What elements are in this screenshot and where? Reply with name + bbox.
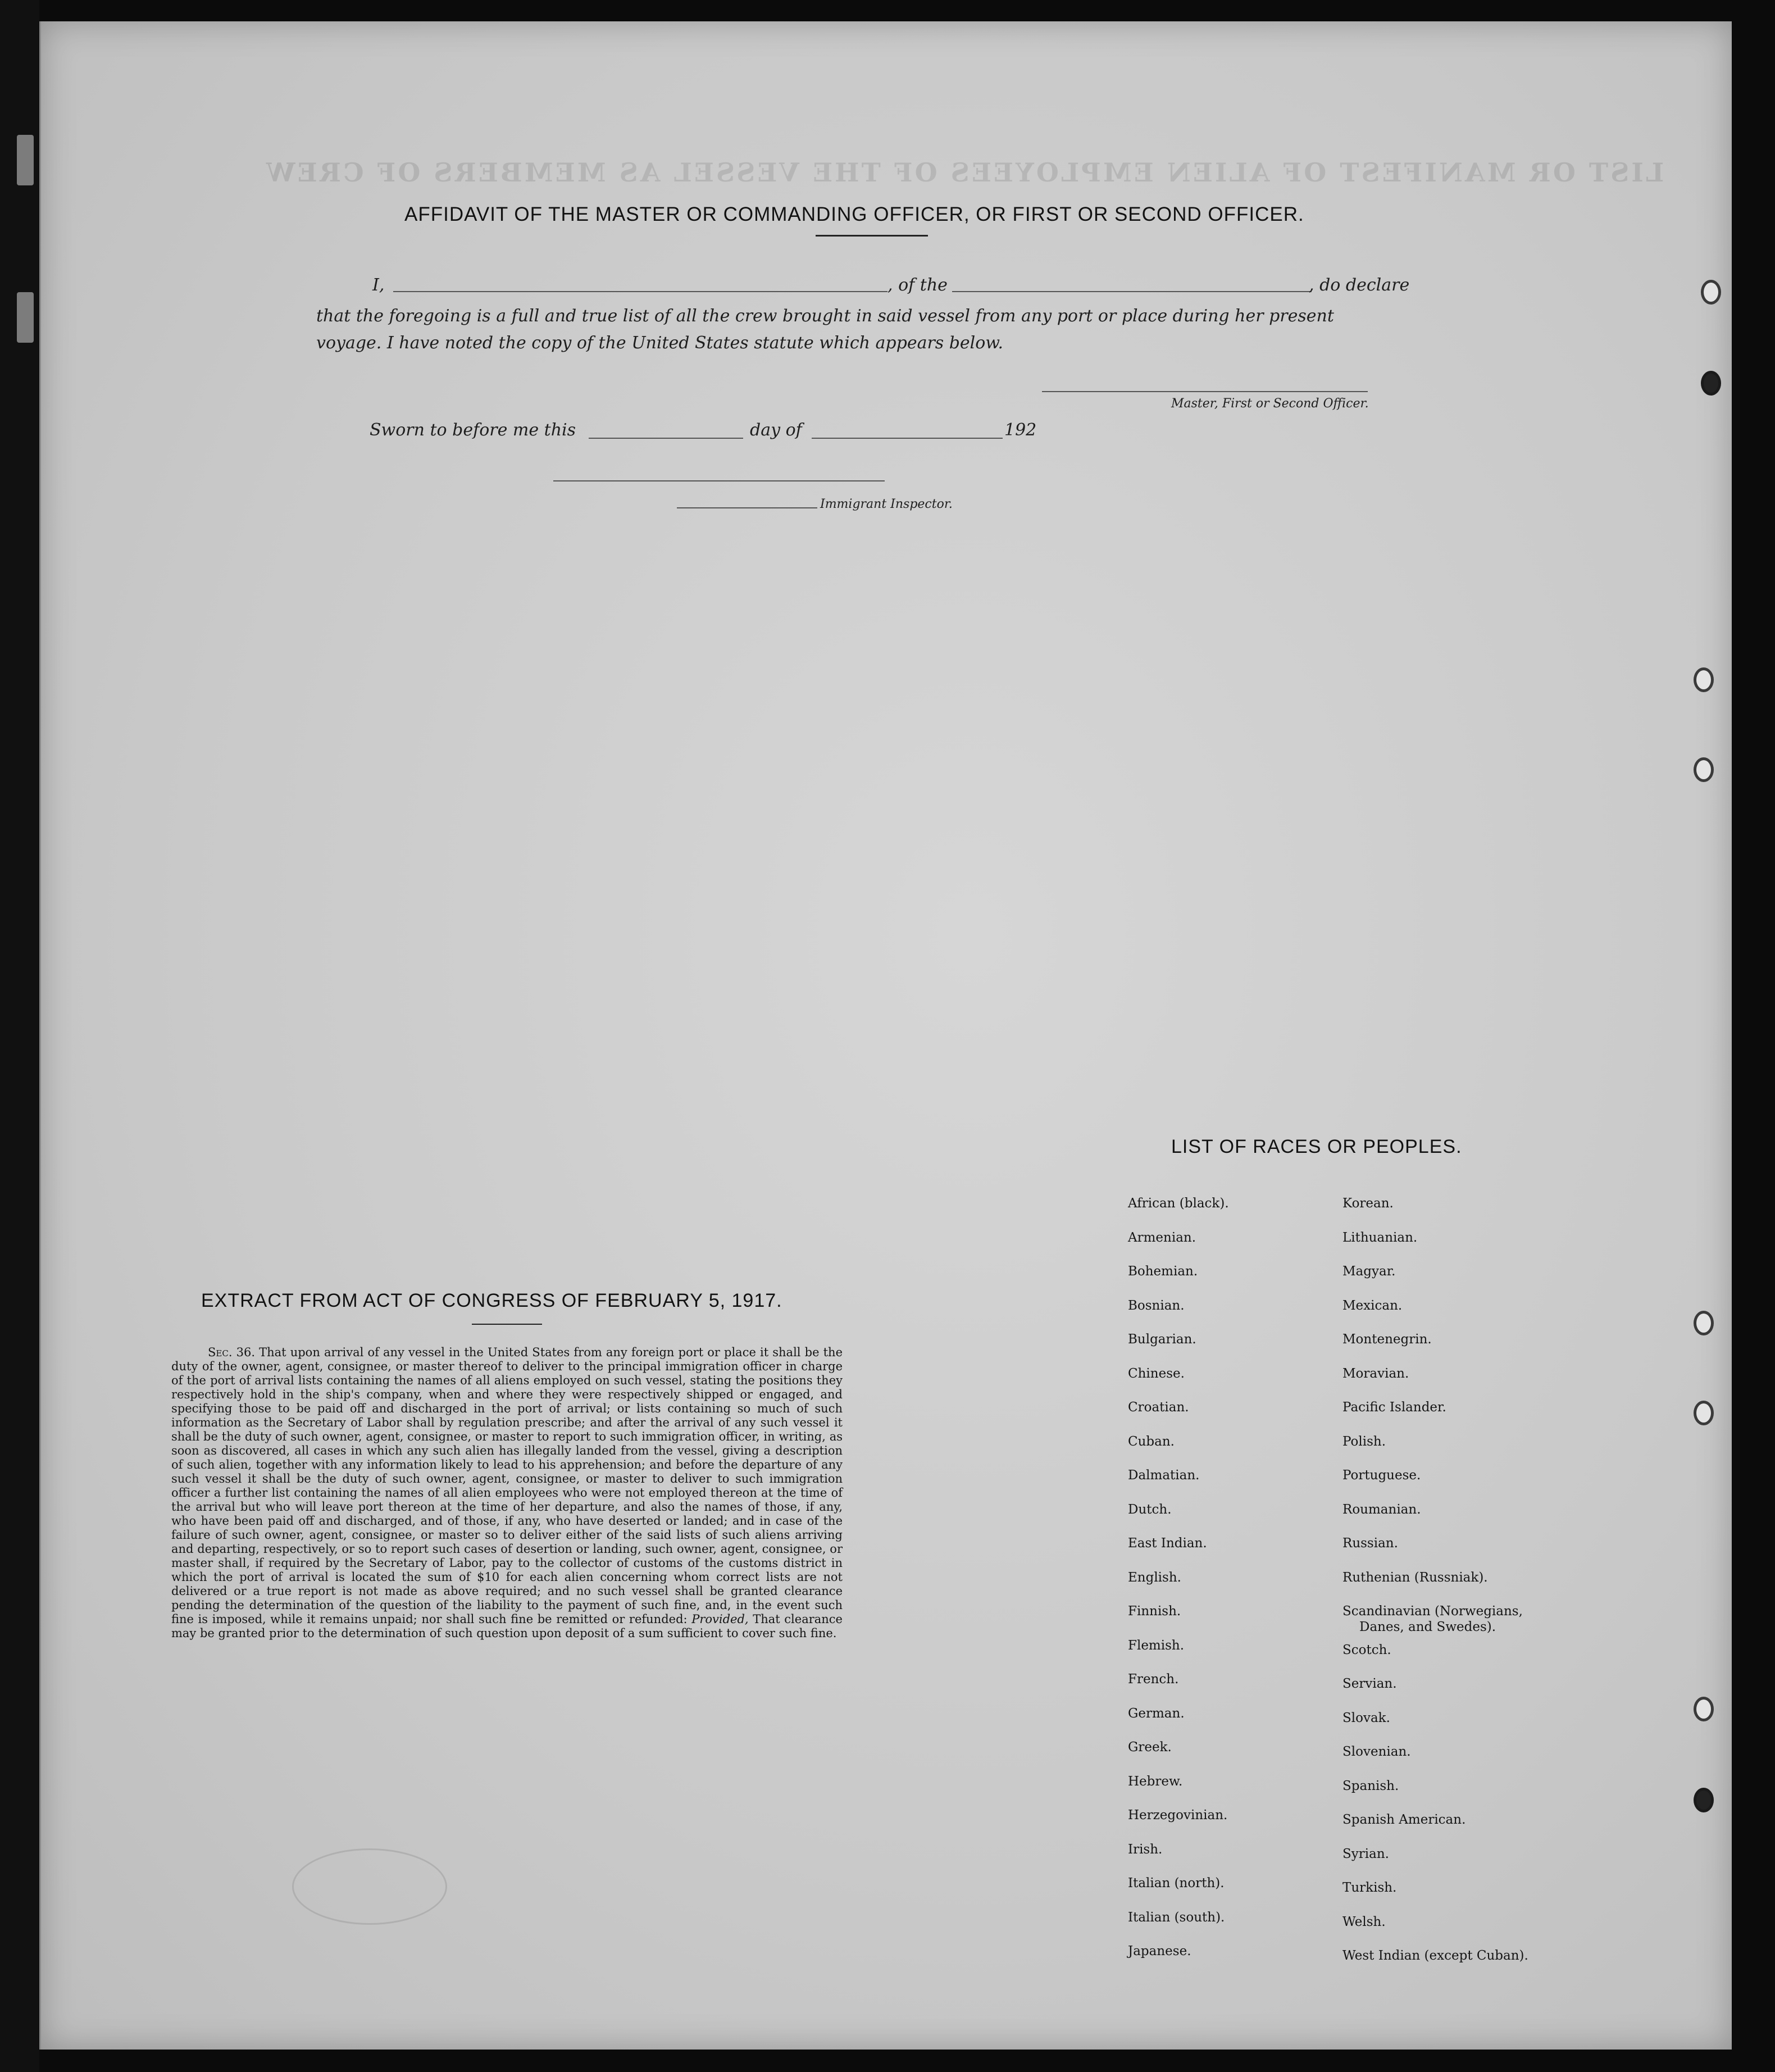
race-item: Dutch. — [1128, 1502, 1172, 1517]
affidavit-line3: voyage. I have noted the copy of the United States statute which appears below. — [316, 333, 1003, 353]
statute-text — [171, 1346, 843, 1641]
race-item: Italian (south). — [1128, 1910, 1225, 1925]
affidavit-line1-suffix: , do declare — [1309, 275, 1410, 295]
punch-hole — [1694, 1401, 1714, 1425]
signature-line — [1042, 391, 1368, 392]
title-underline — [816, 235, 928, 237]
sworn-prefix: Sworn to before me this — [370, 420, 576, 440]
race-item: Spanish American. — [1342, 1812, 1466, 1827]
race-item: Russian. — [1342, 1536, 1398, 1551]
faint-stamp — [292, 1848, 447, 1925]
signature-label: Master, First or Second Officer. — [1171, 397, 1369, 411]
race-item: West Indian (except Cuban). — [1342, 1948, 1528, 1963]
race-item: Ruthenian (Russniak). — [1342, 1570, 1488, 1585]
race-item: Portuguese. — [1342, 1468, 1421, 1483]
sworn-month-blank — [812, 438, 1003, 439]
sworn-day-blank — [589, 438, 743, 439]
inspector-short-line — [677, 507, 817, 508]
sworn-day-label: day of — [750, 420, 802, 440]
race-item: Pacific Islander. — [1342, 1400, 1446, 1415]
punch-hole — [1701, 371, 1721, 396]
name-blank-line — [393, 291, 888, 292]
punch-hole — [1694, 757, 1714, 782]
race-item: Cuban. — [1128, 1434, 1175, 1449]
race-item: Scotch. — [1342, 1642, 1391, 1657]
race-item: Roumanian. — [1342, 1502, 1421, 1517]
race-item: Greek. — [1128, 1740, 1172, 1755]
inspector-label: Immigrant Inspector. — [820, 497, 953, 511]
section-label: Sec. 36. — [208, 1346, 255, 1359]
race-item: Japanese. — [1128, 1944, 1191, 1959]
race-item: East Indian. — [1128, 1536, 1207, 1551]
race-item: Slovak. — [1342, 1710, 1390, 1725]
binding-edge — [0, 0, 39, 2072]
race-item: Scandinavian (Norwegians, — [1342, 1604, 1523, 1619]
affidavit-line2: that the foregoing is a full and true list of all the crew brought in said vessel from any port or place during her present — [316, 306, 1334, 326]
race-item: Danes, and Swedes). — [1359, 1620, 1496, 1634]
race-item: English. — [1128, 1570, 1181, 1585]
affidavit-line1-mid: , of the — [888, 275, 948, 295]
binding-tab — [17, 135, 34, 185]
race-item: Bosnian. — [1128, 1298, 1185, 1313]
race-item: Dalmatian. — [1128, 1468, 1200, 1483]
race-item: Lithuanian. — [1342, 1230, 1418, 1245]
race-item: Turkish. — [1342, 1880, 1397, 1895]
race-item: Bulgarian. — [1128, 1332, 1196, 1347]
vessel-blank-line — [952, 291, 1312, 292]
race-item: Bohemian. — [1128, 1264, 1198, 1279]
affidavit-line1-prefix: I, — [372, 275, 385, 295]
race-item: Armenian. — [1128, 1230, 1196, 1245]
punch-hole — [1694, 1311, 1714, 1335]
provided-label: Provided, — [691, 1612, 749, 1626]
races-title: LIST OF RACES OR PEOPLES. — [1171, 1136, 1462, 1157]
race-item: Servian. — [1342, 1676, 1397, 1691]
race-item: Herzegovinian. — [1128, 1808, 1228, 1823]
race-item: Spanish. — [1342, 1778, 1399, 1793]
punch-hole — [1701, 280, 1721, 305]
provided-body: That clearance may be granted prior to the determination of such question upon deposit of a sum sufficient to cover such fine. — [171, 1612, 843, 1640]
race-item: Montenegrin. — [1342, 1332, 1432, 1347]
inspector-signature-line — [553, 480, 885, 481]
race-item: Syrian. — [1342, 1846, 1389, 1861]
race-item: Hebrew. — [1128, 1774, 1183, 1789]
race-item: Mexican. — [1342, 1298, 1403, 1313]
punch-hole — [1694, 667, 1714, 692]
punch-hole — [1694, 1788, 1714, 1812]
race-item: African (black). — [1128, 1196, 1229, 1211]
binding-tab — [17, 292, 34, 343]
race-item: Korean. — [1342, 1196, 1394, 1211]
race-item: French. — [1128, 1672, 1179, 1687]
extract-title: EXTRACT FROM ACT OF CONGRESS OF FEBRUARY 5, 1917. — [201, 1290, 782, 1311]
statute-body: That upon arrival of any vessel in the United States from any foreign port or place it shall be the duty of the owner, agent, consignee, or master thereof to deliver to the principal immigration officer in charge of the port of arrival lists containing the names of all aliens employed on such vessel, stating the positions they respectively hold in the ship's company, when and where they were respectively shipped or engaged, and specifying those to be paid off and discharged in the port of arrival; or lists containing so much of such information as the Secretary of Labor shall by regulation prescribe; and after the arrival of any such vessel it shall be the duty of such owner, agent, consignee, or master to report to such immigration officer, in writing, as soon as discovered, all cases in which any such alien has illegally landed from the vessel, giving a description of such alien, together with any information likely to lead to his apprehension; and before the departure of any such vessel it shall be the duty of such owner, agent, consignee, or master to deliver to such immigration officer a further list containing the names of all alien employees who were not employed thereon at the time of the arrival but who will leave port thereon at the time of her departure, and also the names of those, if any, who have been paid off and discharged, and of those, if any, who have deserted or landed; and in case of the failure of such owner, agent, consignee, or master so to deliver either of the said lists of such aliens arriving and departing, respectively, or so to report such cases of desertion or landing, such owner, agent, consignee, or master shall, if required by the Secretary of Labor, pay to the collector of customs of the customs district in which the port of arrival is located the sum of $10 for each alien concerning whom correct lists are not delivered or a true report is not made as above required; and no such vessel shall be granted clearance pending the determination of the question of the liability to the payment of such fine, and, in the event such fine is imposed, while it remains unpaid; nor shall such fine be remitted or refunded: — [171, 1346, 843, 1626]
race-item: Slovenian. — [1342, 1744, 1411, 1759]
race-item: Croatian. — [1128, 1400, 1189, 1415]
race-item: Polish. — [1342, 1434, 1386, 1449]
sworn-year: 192 — [1004, 420, 1037, 440]
race-item: Italian (north). — [1128, 1876, 1225, 1891]
bleed-through-text: LIST OR MANIFEST OF ALIEN EMPLOYEES OF THE VESSEL AS MEMBERS OF CREW — [264, 157, 1664, 188]
race-item: German. — [1128, 1706, 1185, 1721]
race-item: Magyar. — [1342, 1264, 1396, 1279]
race-item: Moravian. — [1342, 1366, 1409, 1381]
race-item: Irish. — [1128, 1842, 1163, 1857]
extract-title-underline — [472, 1324, 542, 1325]
punch-hole — [1694, 1697, 1714, 1721]
affidavit-title: AFFIDAVIT OF THE MASTER OR COMMANDING OFFICER, OR FIRST OR SECOND OFFICER. — [404, 203, 1304, 225]
race-item: Chinese. — [1128, 1366, 1185, 1381]
race-item: Finnish. — [1128, 1604, 1181, 1619]
race-item: Welsh. — [1342, 1914, 1386, 1929]
race-item: Flemish. — [1128, 1638, 1185, 1653]
